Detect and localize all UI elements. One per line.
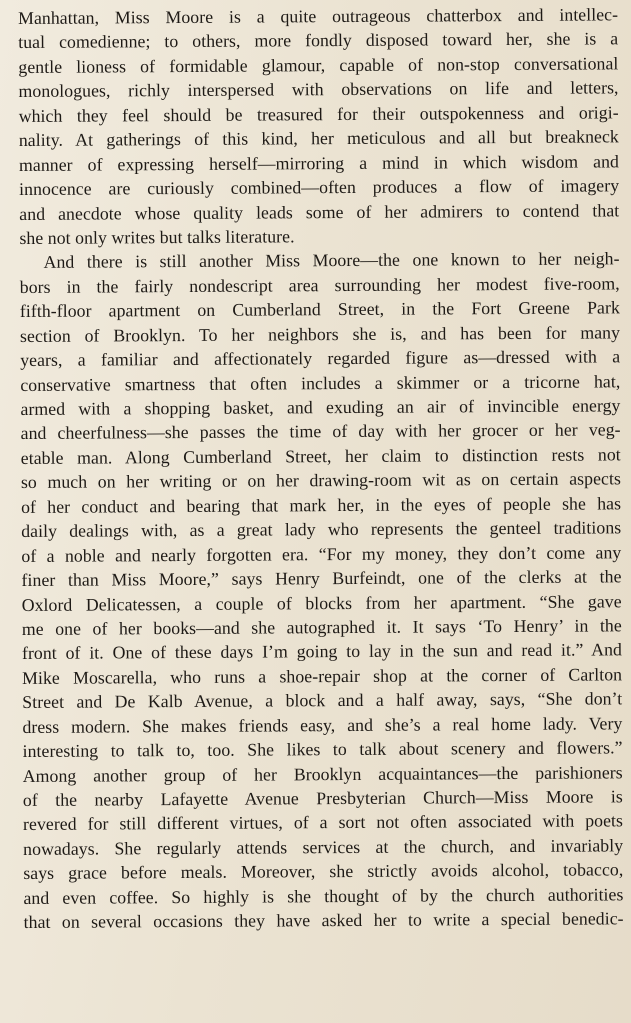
text-line: and anecdote whose quality leads some of her admirers to contend that [19,199,620,224]
text-line: Street and De Kalb Avenue, a block and a half away, says, “She don’t [22,688,623,713]
text-line: Manhattan, Miss Moore is a quite outrageous chatterbox and intellec- [18,4,619,28]
text-line: front of it. One of these days I’m going to lay in the sun and read it.” And [21,639,623,664]
text-line: me one of her books—and she autographed it. It says ‘To Henry’ in the [21,615,622,639]
text-line: fifth-floor apartment on Cumberland Street, in the Fort Greene Park [19,297,620,322]
text-line: of her conduct and bearing that mark her, in the eyes of people she has [20,493,622,517]
text-line: and cheerfulness—she passes the time of day with her grocer or her veg- [20,419,621,444]
text-line: section of Brooklyn. To her neighbors she is, and has been for many [19,322,621,346]
body-text [18,2,624,934]
text-line: revered for still different virtues, of a sort not often associated with poets [22,810,624,835]
text-line: nality. At gatherings of this kind, her meticulous and all but breakneck [18,126,619,151]
text-line: innocence are curiously combined—often produces a flow of imagery [19,175,620,200]
text-line: manner of expressing herself—mirroring a mind in which wisdom and [18,150,620,175]
text-line: Oxlord Delicatessen, a couple of blocks from her apartment. “She gave [21,590,622,615]
text-line: she not only writes but talks literature. [19,226,295,248]
text-line: so much on her writing or on her drawing-room wit as on certain aspects [20,468,621,493]
text-line: and even coffee. So highly is she thought of by the church authorities [23,884,624,908]
text-line: gentle lioness of formidable glamour, capable of non-stop conversational [18,53,619,77]
text-line: Mike Moscarella, who runs a shoe-repair shop at the corner of Carlton [22,664,623,688]
text-line: of a noble and nearly forgotten era. “For my money, they don’t come any [21,541,622,566]
text-line: years, a familiar and affectionately regarded figure as—dressed with a [20,346,621,371]
text-line: conservative smartness that often includes a skimmer or a tricorne hat, [20,370,621,395]
text-line: of the nearby Lafayette Avenue Presbyterian Church—Miss Moore is [22,786,623,810]
text-line: nowadays. She regularly attends services at the church, and invariably [23,835,624,859]
text-line: bors in the fairly nondescript area surrounding her modest five-room, [19,273,620,297]
text-line: monologues, richly interspersed with observations on life and letters, [18,77,619,102]
text-line: armed with a shopping basket, and exuding an air of invincible energy [20,395,621,419]
text-line: tual comedienne; to others, more fondly disposed toward her, she is a [18,28,619,53]
text-line: And there is still another Miss Moore—the one known to her neigh- [43,248,620,273]
text-line: that on several occasions they have asked her to write a special benedic- [23,908,624,933]
text-line: says grace before meals. Moreover, she strictly avoids alcohol, tobacco, [23,859,624,884]
text-line: etable man. Along Cumberland Street, her claim to distinction rests not [20,444,621,468]
text-line: interesting to talk to, too. She likes to talk about scenery and flowers.” [22,737,623,762]
text-line: daily dealings with, as a great lady who represents the genteel traditions [21,517,622,542]
text-line: dress modern. She makes friends easy, and she’s a real home lady. Very [22,713,623,737]
text-line: Among another group of her Brooklyn acquaintances—the parishioners [22,761,623,786]
text-line: finer than Miss Moore,” says Henry Burfeindt, one of the clerks at the [21,566,622,591]
text-line: which they feel should be treasured for their outspokenness and origi- [18,102,619,126]
